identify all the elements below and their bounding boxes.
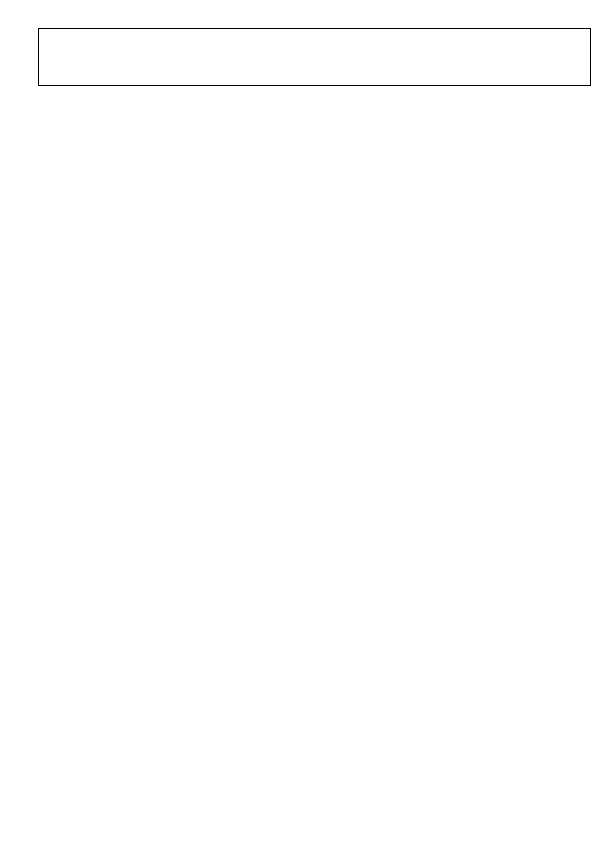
title-box: [38, 28, 591, 86]
